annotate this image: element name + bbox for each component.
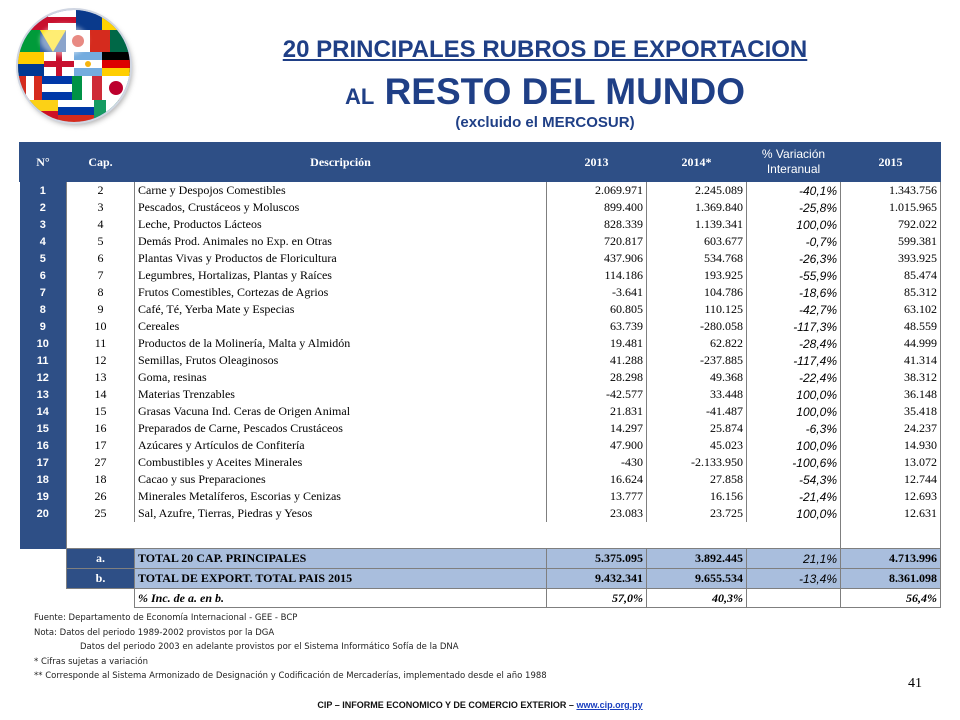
description-cell: Combustibles y Aceites Minerales: [135, 454, 547, 471]
value-2014-cell: 193.925: [647, 267, 747, 284]
subtitle-prefix: AL: [344, 84, 375, 109]
value-2013-cell: 2.069.971: [547, 182, 647, 200]
row-number: 18: [20, 471, 67, 488]
value-2015-cell: 48.559: [841, 318, 941, 335]
value-2015-cell: 792.022: [841, 216, 941, 233]
value-2014-cell: -237.885: [647, 352, 747, 369]
percent-2014-cell: 40,3%: [647, 589, 747, 608]
variation-cell: -22,4%: [747, 369, 841, 386]
value-2015-cell: 14.930: [841, 437, 941, 454]
value-2015-cell: 12.693: [841, 488, 941, 505]
row-number: 2: [20, 199, 67, 216]
value-2015-cell: 36.148: [841, 386, 941, 403]
header-num: N°: [20, 143, 67, 182]
total-row: [20, 549, 941, 569]
value-2013-cell: 23.083: [547, 505, 647, 522]
subtitle-main: RESTO DEL MUNDO: [384, 71, 746, 112]
chapter-cell: 4: [67, 216, 135, 233]
value-2014-cell: 27.858: [647, 471, 747, 488]
note-2: Datos del periodo 2003 en adelante provistos por el Sistema Informático Sofía de la DNA: [80, 642, 459, 652]
value-2014-cell: 1.139.341: [647, 216, 747, 233]
description-cell: Productos de la Molinería, Malta y Almidón: [135, 335, 547, 352]
variation-cell: -6,3%: [747, 420, 841, 437]
value-2015-cell: 599.381: [841, 233, 941, 250]
empty-cell: [20, 549, 67, 569]
total-label-cell: a.: [67, 549, 135, 569]
variation-cell: -117,3%: [747, 318, 841, 335]
variation-cell: -100,6%: [747, 454, 841, 471]
chapter-cell: 16: [67, 420, 135, 437]
description-cell: Semillas, Frutos Oleaginosos: [135, 352, 547, 369]
table-row: [20, 454, 941, 471]
value-2015-cell: 85.474: [841, 267, 941, 284]
table-row: [20, 369, 941, 386]
value-2013-cell: 21.831: [547, 403, 647, 420]
value-2014-cell: 104.786: [647, 284, 747, 301]
footer: [0, 700, 960, 710]
value-2013-cell: 16.624: [547, 471, 647, 488]
empty-cell: [67, 589, 135, 608]
description-cell: Cereales: [135, 318, 547, 335]
row-number: 12: [20, 369, 67, 386]
row-number: 19: [20, 488, 67, 505]
value-2014-cell: -2.133.950: [647, 454, 747, 471]
chapter-cell: 8: [67, 284, 135, 301]
chapter-cell: 9: [67, 301, 135, 318]
value-2013-cell: 114.186: [547, 267, 647, 284]
table-row: [20, 437, 941, 454]
header-2014: 2014*: [647, 143, 747, 182]
description-cell: Demás Prod. Animales no Exp. en Otras: [135, 233, 547, 250]
value-2015-cell: 12.631: [841, 505, 941, 522]
value-2013-cell: 13.777: [547, 488, 647, 505]
table-row: [20, 199, 941, 216]
value-2014-cell: 603.677: [647, 233, 747, 250]
total-2014-cell: 3.892.445: [647, 549, 747, 569]
variation-cell: -28,4%: [747, 335, 841, 352]
flags-globe-logo: [18, 10, 130, 122]
variation-cell: -21,4%: [747, 488, 841, 505]
row-number: 3: [20, 216, 67, 233]
chapter-cell: 10: [67, 318, 135, 335]
spacer-row: [20, 522, 941, 549]
chapter-cell: 15: [67, 403, 135, 420]
description-cell: Preparados de Carne, Pescados Crustáceos: [135, 420, 547, 437]
row-number: 15: [20, 420, 67, 437]
value-2013-cell: 28.298: [547, 369, 647, 386]
description-cell: Legumbres, Hortalizas, Plantas y Raíces: [135, 267, 547, 284]
value-2015-cell: 12.744: [841, 471, 941, 488]
exports-table: [19, 142, 941, 608]
table-row: [20, 250, 941, 267]
empty-cell: [20, 569, 67, 589]
footer-text: CIP – INFORME ECONOMICO Y DE COMERCIO EXTERIOR –: [317, 700, 574, 710]
footnotes: [34, 611, 547, 684]
chapter-cell: 3: [67, 199, 135, 216]
description-cell: Sal, Azufre, Tierras, Piedras y Yesos: [135, 505, 547, 522]
total-variation-cell: 21,1%: [747, 549, 841, 569]
footer-link[interactable]: www.cip.org.py: [576, 700, 643, 710]
value-2015-cell: 63.102: [841, 301, 941, 318]
table-row: [20, 284, 941, 301]
chapter-cell: 18: [67, 471, 135, 488]
table-row: [20, 386, 941, 403]
variation-cell: -40,1%: [747, 182, 841, 200]
spacer-cell: [67, 522, 841, 549]
row-number: 11: [20, 352, 67, 369]
description-cell: Goma, resinas: [135, 369, 547, 386]
value-2015-cell: 41.314: [841, 352, 941, 369]
row-number: 4: [20, 233, 67, 250]
value-2015-cell: 13.072: [841, 454, 941, 471]
value-2014-cell: 49.368: [647, 369, 747, 386]
chapter-cell: 11: [67, 335, 135, 352]
chapter-cell: 6: [67, 250, 135, 267]
variation-cell: -25,8%: [747, 199, 841, 216]
description-cell: Materias Trenzables: [135, 386, 547, 403]
total-description-cell: TOTAL DE EXPORT. TOTAL PAIS 2015: [135, 569, 547, 589]
row-number: 1: [20, 182, 67, 200]
table-row: [20, 233, 941, 250]
variation-cell: -26,3%: [747, 250, 841, 267]
table-row: [20, 267, 941, 284]
value-2014-cell: -41.487: [647, 403, 747, 420]
value-2014-cell: 25.874: [647, 420, 747, 437]
description-cell: Carne y Despojos Comestibles: [135, 182, 547, 200]
header-var: % Variación Interanual: [747, 143, 841, 182]
value-2015-cell: 38.312: [841, 369, 941, 386]
spacer-cell: [841, 522, 941, 549]
description-cell: Grasas Vacuna Ind. Ceras de Origen Animal: [135, 403, 547, 420]
note-3: * Cifras sujetas a variación: [34, 656, 148, 667]
chapter-cell: 13: [67, 369, 135, 386]
value-2015-cell: 85.312: [841, 284, 941, 301]
description-cell: Minerales Metalíferos, Escorias y Cenizas: [135, 488, 547, 505]
value-2013-cell: -42.577: [547, 386, 647, 403]
percent-row: [20, 589, 941, 608]
description-cell: Leche, Productos Lácteos: [135, 216, 547, 233]
value-2014-cell: 16.156: [647, 488, 747, 505]
total-2015-cell: 8.361.098: [841, 569, 941, 589]
value-2015-cell: 35.418: [841, 403, 941, 420]
note-4: ** Corresponde al Sistema Armonizado de Designación y Codificación de Mercaderías, implementado desde el año 1988: [34, 671, 547, 681]
globe-shine: [40, 24, 88, 56]
note-source: Fuente: Departamento de Economía Internacional - GEE - BCP: [34, 613, 298, 623]
row-number: 8: [20, 301, 67, 318]
total-description-cell: TOTAL 20 CAP. PRINCIPALES: [135, 549, 547, 569]
table-row: [20, 301, 941, 318]
variation-cell: 100,0%: [747, 505, 841, 522]
variation-cell: 100,0%: [747, 386, 841, 403]
table-row: [20, 488, 941, 505]
chapter-cell: 27: [67, 454, 135, 471]
table-row: [20, 318, 941, 335]
description-cell: Cacao y sus Preparaciones: [135, 471, 547, 488]
value-2015-cell: 393.925: [841, 250, 941, 267]
variation-cell: 100,0%: [747, 403, 841, 420]
total-2015-cell: 4.713.996: [841, 549, 941, 569]
header-2013: 2013: [547, 143, 647, 182]
total-2014-cell: 9.655.534: [647, 569, 747, 589]
total-variation-cell: -13,4%: [747, 569, 841, 589]
value-2015-cell: 1.343.756: [841, 182, 941, 200]
value-2015-cell: 24.237: [841, 420, 941, 437]
value-2013-cell: 828.339: [547, 216, 647, 233]
description-cell: Café, Té, Yerba Mate y Especias: [135, 301, 547, 318]
value-2013-cell: 899.400: [547, 199, 647, 216]
value-2013-cell: 47.900: [547, 437, 647, 454]
table-row: [20, 505, 941, 522]
row-number: 14: [20, 403, 67, 420]
value-2015-cell: 44.999: [841, 335, 941, 352]
value-2014-cell: 45.023: [647, 437, 747, 454]
variation-cell: 100,0%: [747, 437, 841, 454]
table-row: [20, 403, 941, 420]
table-row: [20, 420, 941, 437]
value-2013-cell: 60.805: [547, 301, 647, 318]
row-number: 17: [20, 454, 67, 471]
value-2014-cell: -280.058: [647, 318, 747, 335]
description-cell: Plantas Vivas y Productos de Floricultura: [135, 250, 547, 267]
value-2015-cell: 1.015.965: [841, 199, 941, 216]
table-row: [20, 471, 941, 488]
description-cell: Azúcares y Artículos de Confitería: [135, 437, 547, 454]
value-2014-cell: 62.822: [647, 335, 747, 352]
percent-2013-cell: 57,0%: [547, 589, 647, 608]
total-label-cell: b.: [67, 569, 135, 589]
chapter-cell: 17: [67, 437, 135, 454]
page-subtitle: [150, 72, 940, 117]
value-2014-cell: 33.448: [647, 386, 747, 403]
row-number: 10: [20, 335, 67, 352]
chapter-cell: 12: [67, 352, 135, 369]
table-row: [20, 335, 941, 352]
variation-cell: 100,0%: [747, 216, 841, 233]
empty-cell: [20, 589, 67, 608]
value-2014-cell: 110.125: [647, 301, 747, 318]
note-1: Nota: Datos del periodo 1989-2002 provistos por la DGA: [34, 627, 275, 638]
chapter-cell: 26: [67, 488, 135, 505]
value-2013-cell: 720.817: [547, 233, 647, 250]
variation-cell: -42,7%: [747, 301, 841, 318]
value-2013-cell: 19.481: [547, 335, 647, 352]
header-desc: Descripción: [135, 143, 547, 182]
chapter-cell: 14: [67, 386, 135, 403]
variation-cell: -55,9%: [747, 267, 841, 284]
row-number: 9: [20, 318, 67, 335]
value-2013-cell: 41.288: [547, 352, 647, 369]
header-cap: Cap.: [67, 143, 135, 182]
variation-cell: -117,4%: [747, 352, 841, 369]
description-cell: Frutos Comestibles, Cortezas de Agrios: [135, 284, 547, 301]
value-2014-cell: 534.768: [647, 250, 747, 267]
value-2013-cell: 437.906: [547, 250, 647, 267]
page-number: 41: [908, 676, 922, 691]
chapter-cell: 7: [67, 267, 135, 284]
chapter-cell: 5: [67, 233, 135, 250]
chapter-cell: 25: [67, 505, 135, 522]
row-number: 16: [20, 437, 67, 454]
header-2015: 2015: [841, 143, 941, 182]
page-subtitle-note: (excluido el MERCOSUR): [455, 114, 635, 131]
value-2013-cell: -430: [547, 454, 647, 471]
variation-cell: -0,7%: [747, 233, 841, 250]
table-header-row: [20, 143, 941, 182]
row-number: 6: [20, 267, 67, 284]
value-2014-cell: 1.369.840: [647, 199, 747, 216]
page-title: 20 PRINCIPALES RUBROS DE EXPORTACION: [282, 36, 808, 63]
table-row: [20, 216, 941, 233]
chapter-cell: 2: [67, 182, 135, 200]
total-row: [20, 569, 941, 589]
row-number: 13: [20, 386, 67, 403]
table-row: [20, 182, 941, 200]
value-2013-cell: -3.641: [547, 284, 647, 301]
percent-description-cell: % Inc. de a. en b.: [135, 589, 547, 608]
value-2013-cell: 14.297: [547, 420, 647, 437]
percent-2015-cell: 56,4%: [841, 589, 941, 608]
description-cell: Pescados, Crustáceos y Moluscos: [135, 199, 547, 216]
variation-cell: -18,6%: [747, 284, 841, 301]
table-row: [20, 352, 941, 369]
value-2014-cell: 23.725: [647, 505, 747, 522]
spacer-num-cell: [20, 522, 67, 549]
row-number: 20: [20, 505, 67, 522]
variation-cell: -54,3%: [747, 471, 841, 488]
total-2013-cell: 9.432.341: [547, 569, 647, 589]
value-2013-cell: 63.739: [547, 318, 647, 335]
total-2013-cell: 5.375.095: [547, 549, 647, 569]
percent-variation-cell: [747, 589, 841, 608]
row-number: 5: [20, 250, 67, 267]
value-2014-cell: 2.245.089: [647, 182, 747, 200]
row-number: 7: [20, 284, 67, 301]
